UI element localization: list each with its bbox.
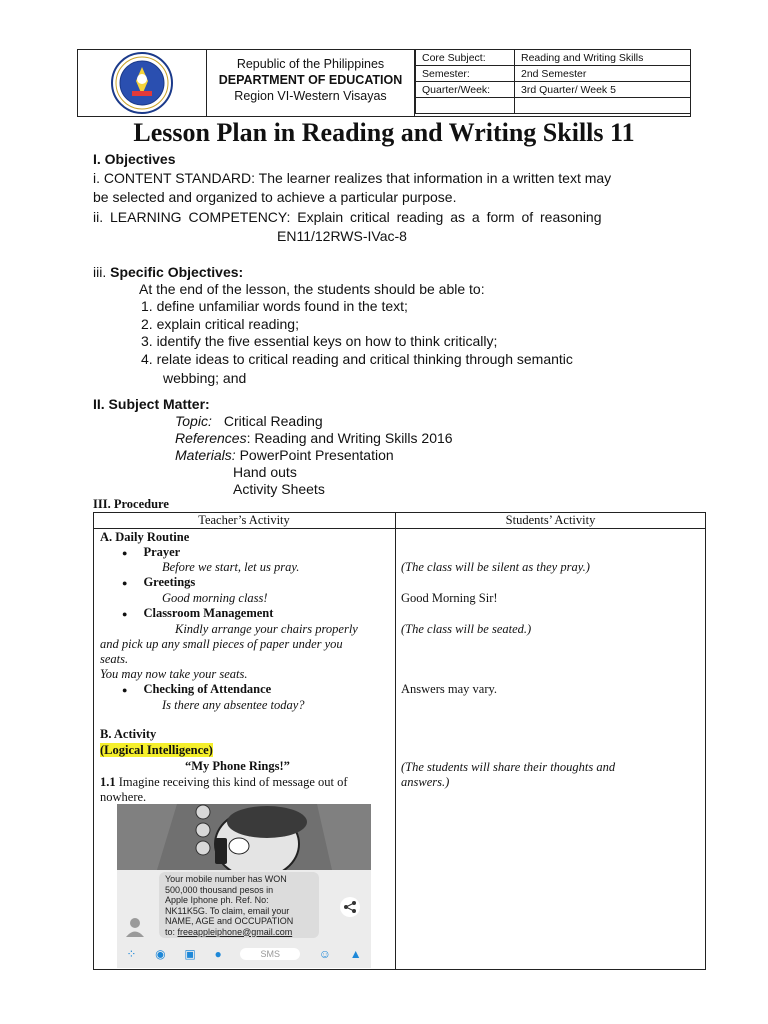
references-line xyxy=(175,430,453,447)
management-line: Kindly arrange your chairs properly xyxy=(175,622,358,636)
procedure-heading: III. Procedure xyxy=(93,497,169,511)
specific-objectives-heading xyxy=(93,264,243,281)
attendance-response: Answers may vary. xyxy=(401,682,498,696)
column-divider xyxy=(395,512,396,970)
bullet-icon: ● xyxy=(122,548,128,558)
bullet-classroom-management xyxy=(122,606,273,622)
subject-matter-heading: II. Subject Matter: xyxy=(93,396,210,412)
material-item: Activity Sheets xyxy=(233,481,325,497)
objective-item: 3. identify the five essential keys on how to think critically; xyxy=(141,333,498,349)
material-item: PowerPoint Presentation xyxy=(239,447,394,463)
info-label: Semester: xyxy=(416,66,515,82)
step-text: Imagine receiving this kind of message out of xyxy=(115,775,348,789)
objectives-intro: At the end of the lesson, the students should be able to: xyxy=(139,281,485,297)
topic-label: Topic: xyxy=(175,413,212,429)
apps-icon[interactable]: ⁘ xyxy=(126,947,137,961)
management-line: and pick up any small pieces of paper under you xyxy=(100,637,343,651)
emoji-icon[interactable]: ☺ xyxy=(318,947,331,961)
prayer-label: Prayer xyxy=(143,545,181,559)
management-line: seats. xyxy=(100,652,129,666)
bullet-icon: ● xyxy=(122,578,128,588)
sms-input-label: SMS xyxy=(260,949,280,959)
bullet-attendance xyxy=(122,682,271,698)
info-value: 3rd Quarter/ Week 5 xyxy=(515,82,691,98)
deped-seal-icon xyxy=(110,51,174,115)
classroom-management-label: Classroom Management xyxy=(143,606,274,620)
sms-line: 500,000 thousand pesos in xyxy=(165,884,274,895)
competency-line: ii. LEARNING COMPETENCY: Explain critical reading as a form of reasoning xyxy=(93,209,602,225)
materials-label: Materials: xyxy=(175,447,236,463)
region-text: Region VI-Western Visayas xyxy=(234,89,387,103)
gallery-icon[interactable]: ▣ xyxy=(184,947,196,961)
info-label xyxy=(416,98,515,114)
man-with-phone-icon xyxy=(117,804,371,870)
info-value xyxy=(515,98,691,114)
info-row xyxy=(416,66,691,82)
material-item: Hand outs xyxy=(233,464,297,480)
bullet-prayer xyxy=(122,545,180,561)
sms-email: freeappleiphone@gmail.com xyxy=(177,926,293,937)
management-line: You may now take your seats. xyxy=(100,667,248,681)
activity-response-line1: (The students will share their thoughts and xyxy=(401,760,616,774)
attendance-line: Is there any absentee today? xyxy=(162,698,305,712)
bullet-icon: ● xyxy=(122,609,128,619)
deped-cell xyxy=(207,49,415,117)
bullet-greetings xyxy=(122,575,195,591)
topic-line xyxy=(175,413,323,430)
republic-text: Republic of the Philippines xyxy=(236,57,385,71)
specific-heading: Specific Objectives: xyxy=(110,264,244,280)
info-row xyxy=(416,82,691,98)
like-icon[interactable]: ▲ xyxy=(349,947,362,961)
sms-line: NAME, AGE and OCCUPATION xyxy=(165,916,294,926)
sms-bubble xyxy=(159,872,319,938)
competency-code: EN11/12RWS-IVac-8 xyxy=(277,228,407,244)
sms-line: NK11K5G. To claim, email your xyxy=(165,905,290,916)
intelligence-highlight: (Logical Intelligence) xyxy=(100,743,213,757)
document-title: Lesson Plan in Reading and Writing Skills 11 xyxy=(133,118,635,147)
sms-line-email xyxy=(165,927,313,938)
cartoon-illustration xyxy=(117,804,371,870)
content-standard-line1: i. CONTENT STANDARD: The learner realizes that information in a written text may xyxy=(93,170,612,186)
daily-routine-heading: A. Daily Routine xyxy=(100,530,190,544)
greetings-label: Greetings xyxy=(143,575,196,589)
greetings-response: Good Morning Sir! xyxy=(401,591,498,605)
students-column-header: Students’ Activity xyxy=(505,513,596,527)
header-divider xyxy=(93,528,706,529)
sms-input[interactable] xyxy=(240,948,300,960)
materials-line xyxy=(175,447,394,464)
sms-line: Apple Iphone ph. Ref. No: xyxy=(165,895,269,905)
avatar-icon xyxy=(125,916,145,938)
info-table xyxy=(415,49,691,114)
objective-item-continued: webbing; and xyxy=(163,370,247,386)
step-number: 1.1 xyxy=(100,775,116,789)
management-response: (The class will be seated.) xyxy=(401,622,532,636)
references-label: References xyxy=(175,430,247,446)
bullet-icon: ● xyxy=(122,685,128,695)
info-row xyxy=(416,98,691,114)
prayer-line: Before we start, let us pray. xyxy=(162,560,300,574)
specific-prefix: iii. xyxy=(93,264,111,280)
info-row xyxy=(416,50,691,66)
info-value: Reading and Writing Skills xyxy=(515,50,691,66)
camera-icon[interactable]: ◉ xyxy=(155,947,166,961)
attendance-label: Checking of Attendance xyxy=(143,682,272,696)
info-label: Core Subject: xyxy=(416,50,515,66)
info-value: 2nd Semester xyxy=(515,66,691,82)
activity-title: “My Phone Rings!” xyxy=(185,759,290,773)
sms-to-label: to: xyxy=(165,926,178,937)
objectives-heading: I. Objectives xyxy=(93,151,176,167)
objective-item: 1. define unfamiliar words found in the text; xyxy=(141,298,408,314)
activity-response-line2: answers.) xyxy=(401,775,450,789)
topic-value: Critical Reading xyxy=(223,413,323,429)
sms-toolbar xyxy=(117,942,371,966)
intelligence-label xyxy=(100,743,213,758)
teacher-column-header: Teacher’s Activity xyxy=(198,513,290,527)
department-text: DEPARTMENT OF EDUCATION xyxy=(218,73,403,87)
seal-cell xyxy=(77,49,207,117)
prayer-response: (The class will be silent as they pray.) xyxy=(401,560,590,574)
greetings-line: Good morning class! xyxy=(162,591,268,605)
objective-item: 2. explain critical reading; xyxy=(141,316,299,332)
sms-line: Your mobile number has WON xyxy=(165,874,287,884)
objective-item: 4. relate ideas to critical reading and critical thinking through semantic xyxy=(141,351,573,367)
step-line-continued: nowhere. xyxy=(100,790,147,804)
phone-message-image xyxy=(117,804,371,968)
references-value: : Reading and Writing Skills 2016 xyxy=(246,430,453,446)
activity-heading: B. Activity xyxy=(100,727,157,741)
share-icon xyxy=(339,896,361,918)
mic-icon[interactable]: ● xyxy=(214,947,222,961)
step-line xyxy=(100,775,348,790)
content-standard-line2: be selected and organized to achieve a particular purpose. xyxy=(93,189,457,205)
info-label: Quarter/Week: xyxy=(416,82,515,98)
